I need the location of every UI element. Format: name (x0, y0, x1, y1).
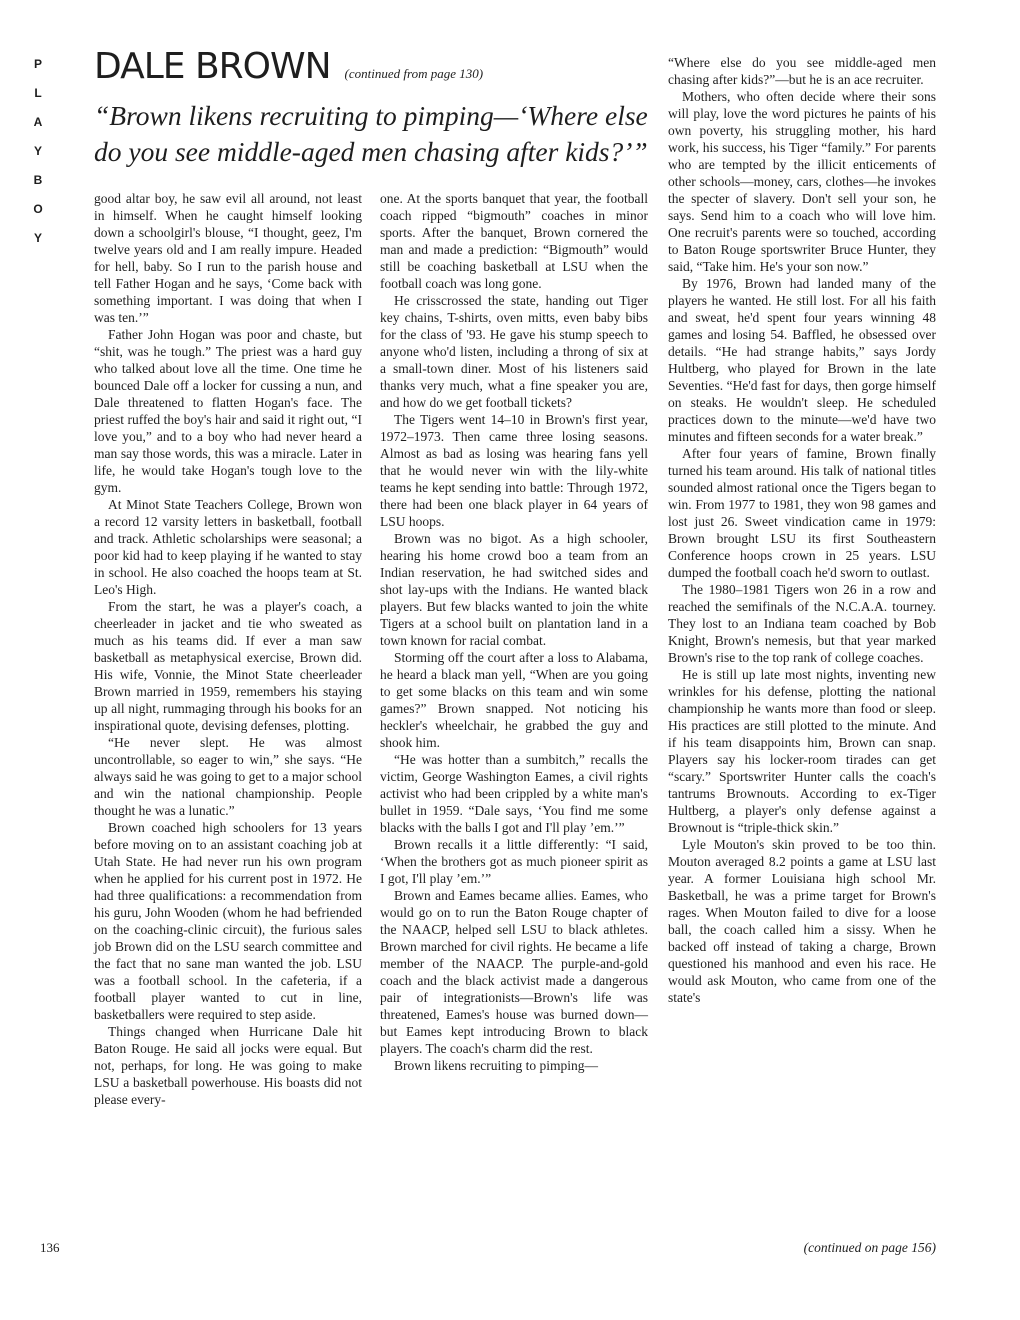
paragraph: Brown recalls it a little differently: “I said, ‘When the brothers got as much pioneer spirit as I got, I'll play ’em.’” (380, 837, 648, 886)
paragraph: Brown likens recruiting to pimping— (394, 1058, 598, 1073)
article-title: DALE BROWN (94, 46, 331, 87)
paragraph: “He never slept. He was almost uncontrollable, so eager to win,” she says. “He always said he was going to get to a major school and win the national championship. People thought he was a lunatic.” (94, 735, 362, 818)
paragraph: good altar boy, he saw evil all around, not least in himself. When he caught himself looking down a schoolgirl's blouse, “I thought, geez, I'm twelve years old and I am really impure. Headed for hell, baby. So I run to the parish house and tell Father Hogan and he says, ‘Come back with something important. I was doing that when I was ten.’” (94, 191, 362, 325)
masthead-letter: Y (33, 231, 42, 245)
paragraph: Father John Hogan was poor and chaste, but “shit, was he tough.” The priest was a hard guy who talked about love all the time. One time he bounced Dale off a locker for cussing a nun, and Dale threatened to flatten Hogan's face. The priest ruffed the boy's hair and said it right out, “I love you,” and to a boy who had never heard a man say those words, this was a miracle. Later in life, he would take Hogan's tough love to the gym. (94, 327, 362, 495)
paragraph: Brown coached high schoolers for 13 years before moving on to an assistant coaching job at Utah State. He had never run his own program when he applied for his current post in 1972. He had three qualifications: a recommendation from his guru, John Wooden (whom he had befriended on the coaching-clinic circuit), the furious sales job Brown did on the LSU search committee and the fact that no sane man wanted the job. LSU was a football school. In the cafeteria, if a football player wanted to cut in line, basketballers were required to step aside. (94, 820, 362, 1022)
paragraph: Storming off the court after a loss to Alabama, he heard a black man yell, “When are you going to get some blacks on this team and win some games?” Brown snapped. Not noticing his heckler's wheelchair, he grabbed the guy and shook him. (380, 650, 648, 750)
paragraph: At Minot State Teachers College, Brown won a record 12 varsity letters in basketball, football and track. Athletic scholarships were seasonal; a poor kid had to keep playing if he wanted to stay in school. He also coached the hoops team at St. Leo's High. (94, 497, 362, 597)
text-column-1 (94, 190, 362, 1108)
paragraph: From the start, he was a player's coach, a cheerleader in jacket and tie who sweated as much as his teams did. If ever a man saw basketball as metaphysical exercise, Brown did. His wife, Vonnie, the Minot State cheerleader Brown married in 1959, remembers his staying up all night, rummaging through his books for an inspirational quote, devising defenses, plotting. (94, 599, 362, 733)
paragraph: one. At the sports banquet that year, the football coach ripped “bigmouth” coaches in minor sports. After the banquet, Brown cornered the man and made a prediction: “Bigmouth” would still be coaching basketball at LSU when the football coach was long gone. (380, 191, 648, 291)
paragraph: Mothers, who often decide where their sons will play, love the word pictures he paints of his own poverty, his struggling mother, his hard work, his success, his Tiger “family.” For parents who are tempted by the illicit enticements of other schools—money, cars, clothes—he invokes the specter of slavery. Don't sell your son, he says. Send him to a coach who will love him. One recruit's parents were so touched, according to Baton Rouge sportswriter Bruce Hunter, they said, “Take him. He's your son now.” (668, 89, 936, 274)
pull-quote: “Brown likens recruiting to pimping—‘Where else do you see middle-aged men chasing after kids?’” (94, 100, 648, 167)
magazine-masthead-vertical (28, 50, 48, 253)
page-number: 136 (40, 1240, 60, 1255)
masthead-letter: B (33, 173, 43, 187)
article-headline (94, 46, 654, 87)
masthead-letter: O (33, 202, 43, 216)
masthead-letter: A (33, 115, 43, 129)
paragraph: The Tigers went 14–10 in Brown's first year, 1972–1973. Then came three losing seasons. Almost as bad as losing was hearing fans yell that he would never win with the lily-white teams he kept sending into battle: Through 1972, there had been one black player in 64 years of LSU hoops. (380, 412, 648, 529)
masthead-letter: L (34, 86, 42, 100)
continued-on-note: (continued on page 156) (803, 1240, 936, 1255)
paragraph: “Where else do you see middle-aged men chasing after kids?”—but he is an ace recruiter. (668, 55, 936, 87)
paragraph: Things changed when Hurricane Dale hit Baton Rouge. He said all jocks were equal. But not, perhaps, for long. He was going to make LSU a basketball powerhouse. His boasts did not please every- (94, 1024, 362, 1107)
paragraph: Lyle Mouton's skin proved to be too thin. Mouton averaged 8.2 points a game at LSU last year. A former Louisiana high school Mr. Basketball, he was a prime target for Brown's rages. When Mouton failed to dive for a loose ball, the coach called him a sissy. When he backed off instead of taking a charge, Brown questioned his manhood and even his race. He would ask Mouton, who came from one of the state's (668, 837, 936, 1005)
paragraph: The 1980–1981 Tigers won 26 in a row and reached the semifinals of the N.C.A.A. tourney. They lost to an Indiana team coached by Bob Knight, Brown's nemesis, but that year marked Brown's rise to the top rank of college coaches. (668, 582, 936, 665)
text-column-3 (668, 54, 936, 1006)
paragraph: Brown was no bigot. As a high schooler, hearing his home crowd boo a team from an Indian reservation, he had switched sides and shot lay-ups with the Indians. He wanted black players. But few blacks wanted to join the white Tigers at a school built on plantation land in a town known for racial combat. (380, 531, 648, 648)
paragraph: Brown and Eames became allies. Eames, who would go on to run the Baton Rouge chapter of the NAACP, helped sell LSU to black athletes. Brown marched for civil rights. He became a life member of the NAACP. The purple-and-gold coach and the black activist made a dangerous pair of integrationists—Brown's life was threatened, Eames's house was burned down—but Eames kept introducing Brown to black players. The coach's charm did the rest. (380, 888, 648, 1056)
masthead-letter: P (33, 57, 42, 71)
continued-from-note: (continued from page 130) (344, 66, 484, 81)
paragraph: By 1976, Brown had landed many of the players he wanted. He still lost. For all his faith and sweat, he'd spent four years winning 48 games and losing 54. Baffled, he obsessed over details. “He had strange habits,” says Jordy Hultberg, who played for Brown in the late Seventies. “He'd fast for days, then gorge himself on steaks. He wouldn't sleep. He scheduled practices down to the minute—we'd have two minutes and fifteen seconds for a water break.” (668, 276, 936, 444)
paragraph: He is still up late most nights, inventing new wrinkles for his defense, plotting the national championship he wants more than food or sleep. His practices are still plotted to the minute. And if his team disappoints him, Brown can snap. Players say his locker-room tirades can get “scary.” Sportswriter Hunter calls the coach's tantrums Brownouts. According to ex-Tiger Hultberg, a player's only defense against a Brownout is “triple-thick skin.” (668, 667, 936, 835)
paragraph: “He was hotter than a sumbitch,” recalls the victim, George Washington Eames, a civil rights activist who had been crippled by a white man's bullet in 1959. “Dale says, ‘You find me some blacks with the balls I got and I'll play ’em.’” (380, 752, 648, 835)
paragraph: He crisscrossed the state, handing out Tiger key chains, T-shirts, oven mitts, even baby bibs for the class of '93. He gave his stump speech to anyone who'd listen, including a throng of six at a small-town diner. Most of his listeners said thanks very much, what a fine speaker you are, and how do we get football tickets? (380, 293, 648, 410)
text-column-2 (380, 190, 648, 1074)
masthead-letter: Y (33, 144, 42, 158)
paragraph: After four years of famine, Brown finally turned his team around. His talk of national titles sounded almost rational once the Tigers began to win. From 1977 to 1981, they won 98 games and lost just 26. Sweet vindication came in 1979: Brown brought LSU its first Southeastern Conference hoops crown in 25 years. LSU dumped the football coach he'd sworn to outlast. (668, 446, 936, 580)
